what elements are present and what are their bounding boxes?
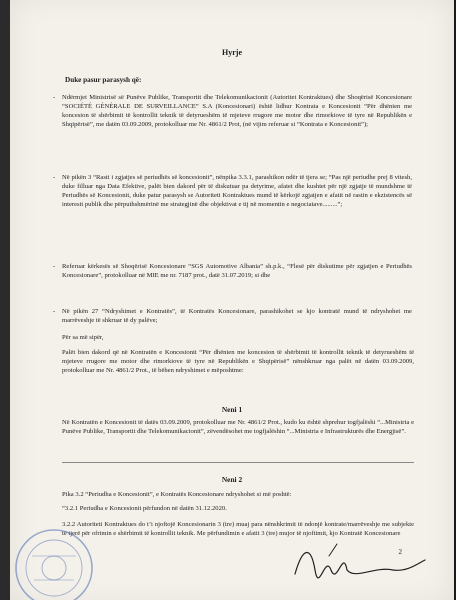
article-1-text: Në Kontratën e Koncesionit të datës 03.09.2009, protokolluar me Nr. 4861/2 Prot., kudo ku është shprehur togfjalëshi “...Ministria e Punëve Publike, Transportit dhe Telekomunikacionit”, zëvendësohet me togfjalëshin “...Ministria e Infrastrukturës dhe Energjisë”. [62, 419, 414, 435]
document-body [10, 0, 454, 600]
bullet-dash: - [53, 174, 56, 181]
background-edge [0, 0, 10, 600]
paragraph-agreement: Palët bien dakord që në Kontratën e Koncesionit “Për dhënien me koncesion të shërbimit të kontrollit teknik të detyrueshëm të mjeteve rrugore me motor dhe rimorkiove të tyre në Republikën e Shqipërisë” nënshkruar nga palët në datën 03.09.2009, protokolluar me Nr. 4861/2 Prot., të bëhen ndryshimet e mëposhtme: [62, 349, 414, 374]
divider [62, 462, 414, 463]
bullet-3 [53, 262, 412, 280]
bullet-1 [53, 93, 412, 129]
article-1-title: Neni 1 [221, 405, 243, 414]
article-2-quote-1: “3.2.1 Periudha e Koncesionit përfundon në datën 31.12.2020. [62, 505, 227, 512]
bullet-dash: - [53, 94, 56, 101]
page-number: 2 [398, 548, 402, 556]
article-2-quote-2: 3.2.2 Autoriteti Kontraktues do t’i njoftojë Koncesionarin 3 (tre) muaj para nënshkrimit të ndonjë kontrate/marrëveshje me subjekte të tjerë për ofrimin e shërbimit të kontrollit teknik. Me përfundimin e afatit 3 (tre) mujor të njoftimit, kjo Kontratë Koncesionare [62, 521, 414, 537]
document-title: Hyrje [222, 48, 242, 57]
bullet-dash: - [53, 263, 56, 270]
bullet-text: Ndërmjet Ministrisë së Punëve Publike, Transportit dhe Telekomunikacionit (Autoritet Kontraktues) dhe Shoqërisë Koncesionare “SOCIÉTÉ GÉNÉRALE DE SURVEILLANCE” S.A (Koncesionari) është lidhur Kontrata e Koncesionit “Për dhënien me koncesion të shërbimit të kontrollit teknik të detyrueshëm të mjeteve rrugore me motor dhe rimorkiove të tyre në Republikën e Shqipërisë”, me datën 03.09.2009, protokolluar me Nr. 4861/2 Prot, (në vijim referuar si “Kontrata e Koncesionit”); [62, 94, 412, 128]
document-page [10, 0, 454, 600]
article-2-intro: Pika 3.2 “Periudha e Koncesionit”, e Kontratës Koncesionare ndryshohet si më poshtë: [62, 491, 292, 498]
signature [285, 536, 435, 586]
bullet-dash: - [53, 308, 56, 315]
bullet-4 [53, 307, 412, 325]
official-stamp [2, 516, 102, 600]
bullet-text: Në pikën 27 “Ndryshimet e Kontratës”, të Kontratës Koncesionare, parashikohet se kjo kontratë mund të ndryshohet me marrëveshje të shkruar të dy palëve; [62, 308, 412, 324]
bullet-text: Në pikën 3 “Rasti i zgjatjes së periudhës së koncesionit”, nënpika 3.3.1, parashikon ndër të tjera se; “Pas një periudhe prej 8 vitesh, duke filluar nga Data Efektive, palët bien dakord për të diskutuar pa detyrime, afatet dhe kushtet për një zgjatje të mundshme të Periudhës së Koncesionit, duke patur parasysh se Autoriteti Kontraktues mund të kërkojë zgjatjen e afatit në rastin e ekzistencës së interesit publik dhe përputhshmërinë me strategjinë dhe objektivat e tij në momentin e negociatave.........”; [62, 174, 412, 208]
bullet-2 [53, 173, 412, 209]
article-2-title: Neni 2 [221, 475, 243, 484]
bullet-text: Referuar kërkesës së Shoqërisë Koncesionare “SGS Automotive Albania” sh.p.k., “Flesë për diskutime për zgjatjen e Periudhës Koncesionare”, protokolluar në MIE me nr. 7187 prot., datë 31.07.2019; si dhe [62, 263, 412, 279]
lead-sentence: Duke pasur parasysh që: [65, 76, 142, 84]
paragraph-for-above: Për sa më sipër, [62, 334, 104, 341]
